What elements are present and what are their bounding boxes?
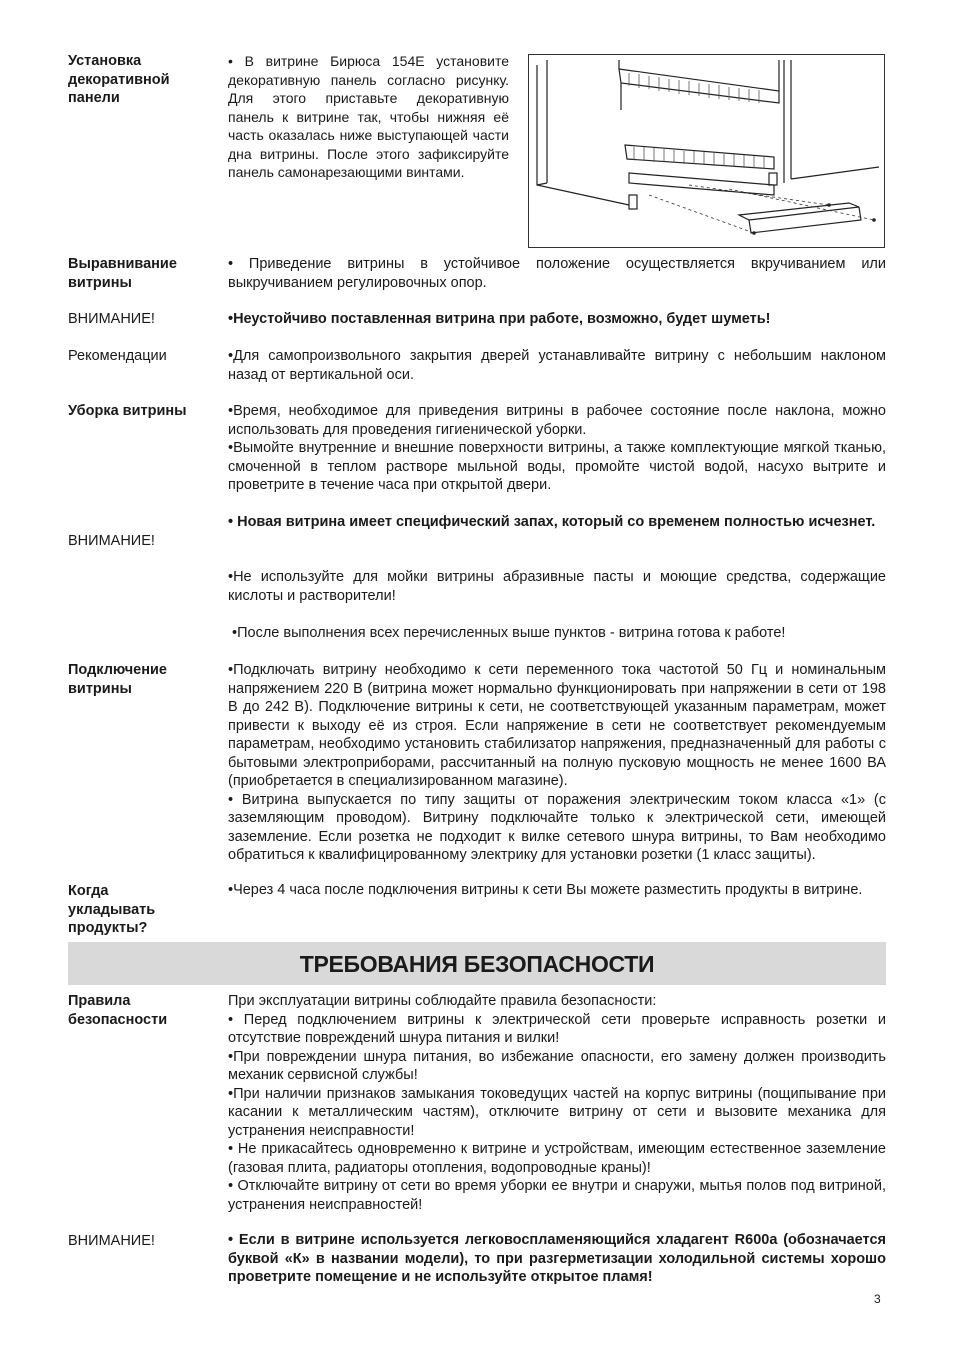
rules-intro: При эксплуатации витрины соблюдайте правила безопасности: — [228, 993, 657, 1009]
rules-item-4: • Не прикасайтесь одновременно к витрине и устройствам, имеющим естественное заземление (газовая плита, радиаторы отопления, водопроводные краны)! — [228, 1141, 886, 1176]
panel-installation-figure — [528, 54, 885, 248]
warning-label-1: ВНИМАНИЕ! — [68, 311, 155, 327]
section-label-level: Выравнивание витрины — [68, 256, 177, 291]
cleaning-text — [228, 402, 886, 495]
panel-text: • В витрине Бирюса 154Е установите декоративную панель согласно рисунку. Для этого приставьте декоративную панель к витрине так, чтобы нижняя её часть оказалась ниже выступающей части дна витрины. После этого зафиксируйте панель самонарезающими винтами. — [228, 53, 509, 180]
ready-text: •После выполнения всех перечисленных выше пунктов - витрина готова к работе! — [232, 625, 786, 641]
rules-item-1: • Перед подключением витрины к электрической сети проверьте исправность розетки и отсутствие повреждений шнура питания и вилки! — [228, 1011, 886, 1046]
warning-text-2: • Новая витрина имеет специфический запах, который со временем полностью исчезнет. — [228, 514, 876, 530]
safety-title-band — [68, 942, 886, 985]
cabinet-panel-illustration — [529, 55, 884, 247]
section-label-connect: Подключение витрины — [68, 662, 167, 697]
warning-label-2: ВНИМАНИЕ! — [68, 533, 155, 549]
warning-text-3: • Если в витрине используется легковоспламеняющийся хладагент R600a (обозначается буквой «К» в названии модели), то при разгерметизации холодильной системы хорошо проветрите помещение и не используйте открытое пламя! — [228, 1232, 886, 1285]
rules-text — [228, 992, 886, 1214]
rules-item-3: •При наличии признаков замыкания токоведущих частей на корпус витрины (пощипывание при касании к металлическим частям), отключите витрину от сети и вызовите механика для устранения неисправности! — [228, 1085, 886, 1139]
connect-paragraph-2: • Витрина выпускается по типу защиты от поражения электрическим током класса «1» (с заземляющим проводом). Витрину подключайте только к электрической сети, имеющей заземление. Если розетка не подходит к вилке сетевого шнура витрины, то Вам необходимо обратиться к квалифицированному электрику для установки розетки (1 класс защиты). — [228, 791, 886, 863]
page-number: 3 — [874, 1292, 881, 1306]
cleaning-paragraph-1: •Время, необходимое для приведения витрины в рабочее состояние после наклона, можно использовать для проведения гигиенической уборки. — [228, 403, 886, 438]
section-label-panel: Установка декоративной панели — [68, 53, 170, 106]
cleaning-paragraph-2: •Вымойте внутренние и внешние поверхности витрины, а также комплектующие мягкой тканью, смоченной в теплом растворе мыльной воды, промойте чистой водой, насухо вытрите и проветрите в течение часа при открытой двери. — [228, 440, 886, 493]
warning-text-1: •Неустойчиво поставленная витрина при работе, возможно, будет шуметь! — [228, 311, 771, 327]
section-label-cleaning: Уборка витрины — [68, 403, 187, 419]
recommend-text: •Для самопроизвольного закрытия дверей устанавливайте витрину с небольшим наклоном назад от вертикальной оси. — [228, 348, 886, 383]
safety-title: ТРЕБОВАНИЯ БЕЗОПАСНОСТИ — [299, 951, 655, 977]
section-label-when: Когда укладывать продукты? — [68, 883, 156, 936]
abrasive-text: •Не используйте для мойки витрины абразивные пасты и моющие средства, содержащие кислоты и растворители! — [228, 569, 886, 604]
section-label-recommend: Рекомендации — [68, 348, 167, 364]
when-text: •Через 4 часа после подключения витрины к сети Вы можете разместить продукты в витрине. — [228, 882, 863, 898]
rules-item-5: • Отключайте витрину от сети во время уборки ее внутри и снаружи, мытья полов под витриной, устранения неисправностей! — [228, 1178, 886, 1213]
section-label-rules: Правила безопасности — [68, 993, 168, 1028]
connect-paragraph-1: •Подключать витрину необходимо к сети переменного тока частотой 50 Гц и номинальным напряжением 220 В (витрина может нормально функционировать при напряжении в сети от 198 В до 242 В). Подключение витрины к сети, не соответствующей указанным параметрам, может привести к выходу её из строя. Если напряжение в сети не соответствует рекомендуемым параметрам, необходимо установить стабилизатор напряжения, предназначенный для работы с бытовыми электроприборами, рассчитанный на полную пусковую мощность не менее 1600 ВА (приобретается в специализированном магазине). — [228, 662, 886, 789]
warning-label-3: ВНИМАНИЕ! — [68, 1233, 155, 1249]
connect-text — [228, 661, 886, 865]
level-text: • Приведение витрины в устойчивое положение осуществляется вкручиванием или выкручиванием регулировочных опор. — [228, 256, 886, 291]
rules-item-2: •При повреждении шнура питания, во избежание опасности, его замену должен производить механик сервисной службы! — [228, 1048, 886, 1083]
